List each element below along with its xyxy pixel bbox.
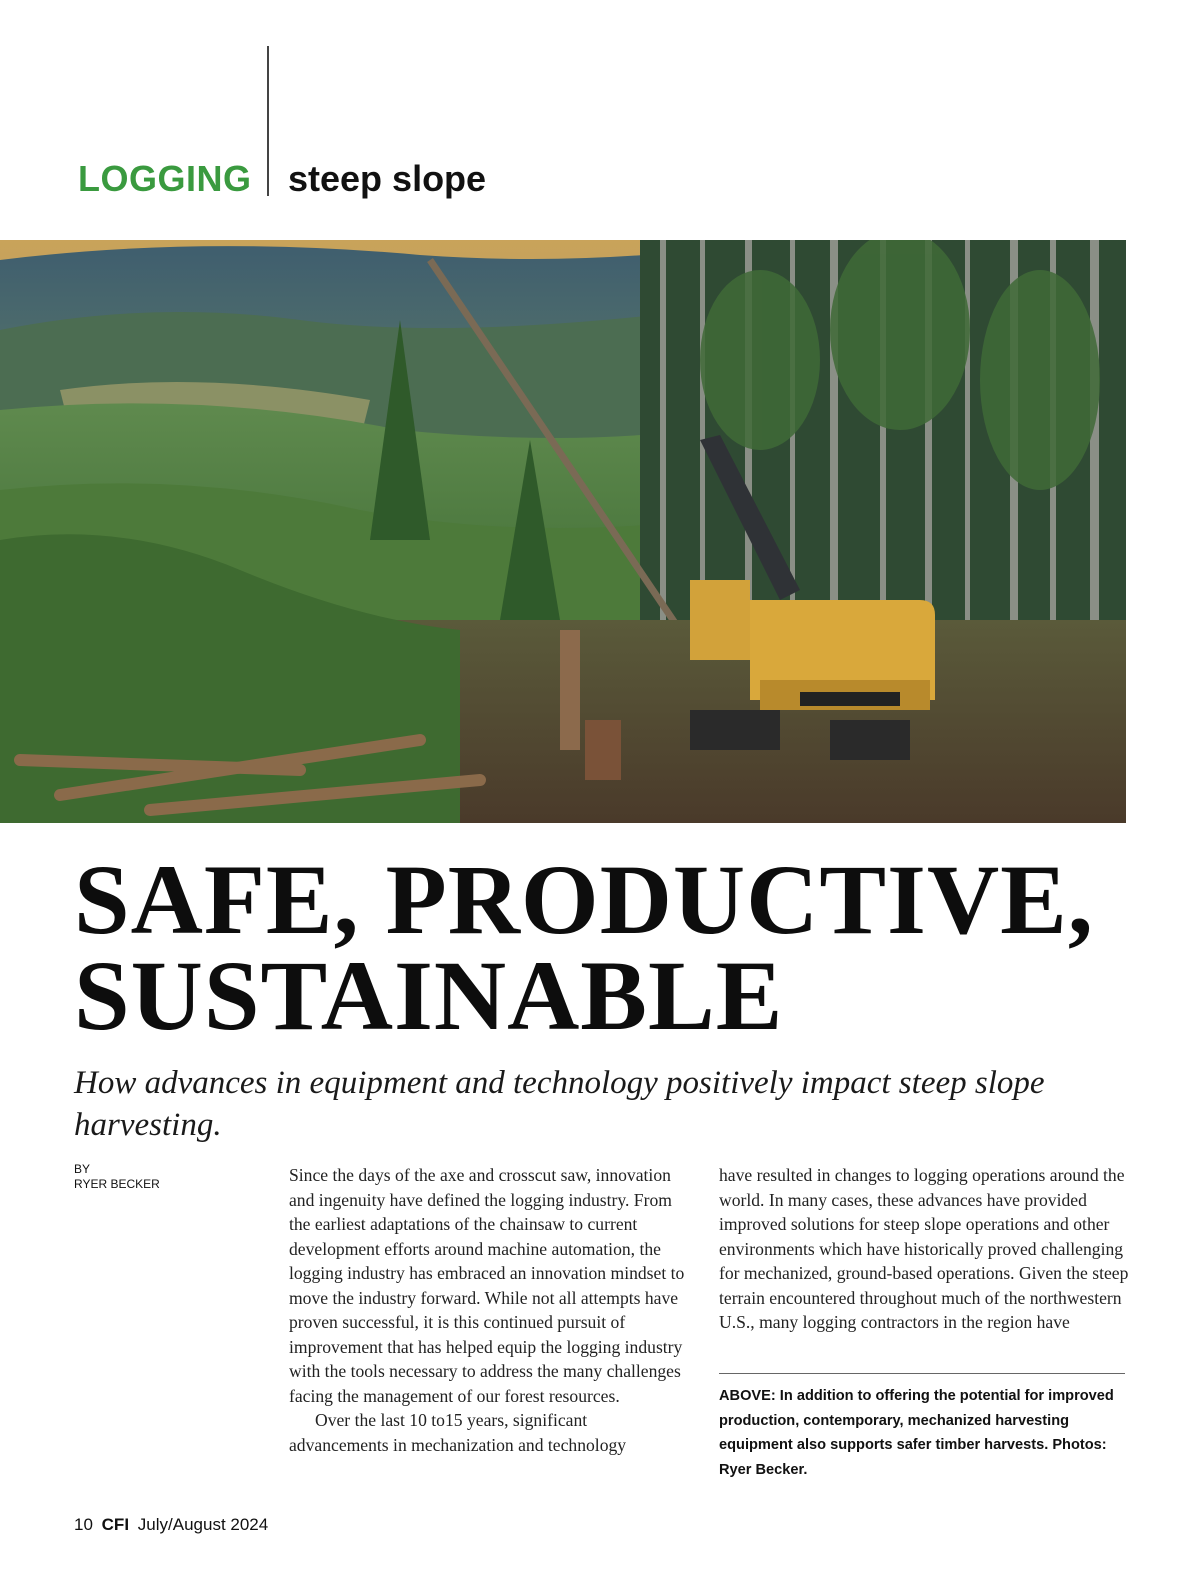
headline [74, 844, 1174, 1051]
subsection-label: steep slope [288, 158, 487, 199]
header-divider [267, 46, 269, 196]
body-column-2 [719, 1163, 1129, 1335]
headline-line-1: SAFE, PRODUCTIVE, [74, 844, 1094, 955]
deck: How advances in equipment and technology positively impact steep slope harvesting. [74, 1065, 1045, 1143]
forest-harvester-illustration [0, 240, 1126, 823]
magazine-name: CFI [101, 1515, 130, 1534]
photo-caption: ABOVE: In addition to offering the potential for improved production, contemporary, mechanized harvesting equipment also supports safer timber harvests. Photos: Ryer Becker. [719, 1388, 1114, 1478]
byline-label: BY [74, 1162, 91, 1176]
body-paragraph: Since the days of the axe and crosscut saw, innovation and ingenuity have defined the logging industry. From the earliest adaptations of the chainsaw to current development efforts around machine automation, the logging industry has embraced an innovation mindset to move the industry forward. While not all attempts have proven successful, it is this continued pursuit of improvement that has helped equip the logging industry with the tools necessary to address the many challenges facing the management of our forest resources. [289, 1165, 685, 1406]
body-paragraph: Over the last 10 to15 years, significant advancements in mechanization and technology [289, 1410, 627, 1455]
byline [74, 1162, 160, 1192]
body-column-1 [289, 1163, 689, 1457]
section-label: LOGGING [78, 158, 252, 199]
issue-date: July/August 2024 [137, 1515, 269, 1534]
body-paragraph: have resulted in changes to logging operations around the world. In many cases, these advances have provided improved solutions for steep slope operations and other environments which have historically proved challenging for mechanized, ground-based operations. Given the steep terrain encountered throughout much of the northwestern U.S., many logging contractors in the region have [719, 1165, 1129, 1332]
byline-name: RYER BECKER [74, 1177, 160, 1191]
hero-photo [0, 240, 1126, 823]
headline-line-2: SUSTAINABLE [74, 940, 784, 1051]
caption-divider [719, 1373, 1125, 1374]
page-number: 10 [74, 1515, 93, 1534]
page-footer [74, 1515, 268, 1535]
